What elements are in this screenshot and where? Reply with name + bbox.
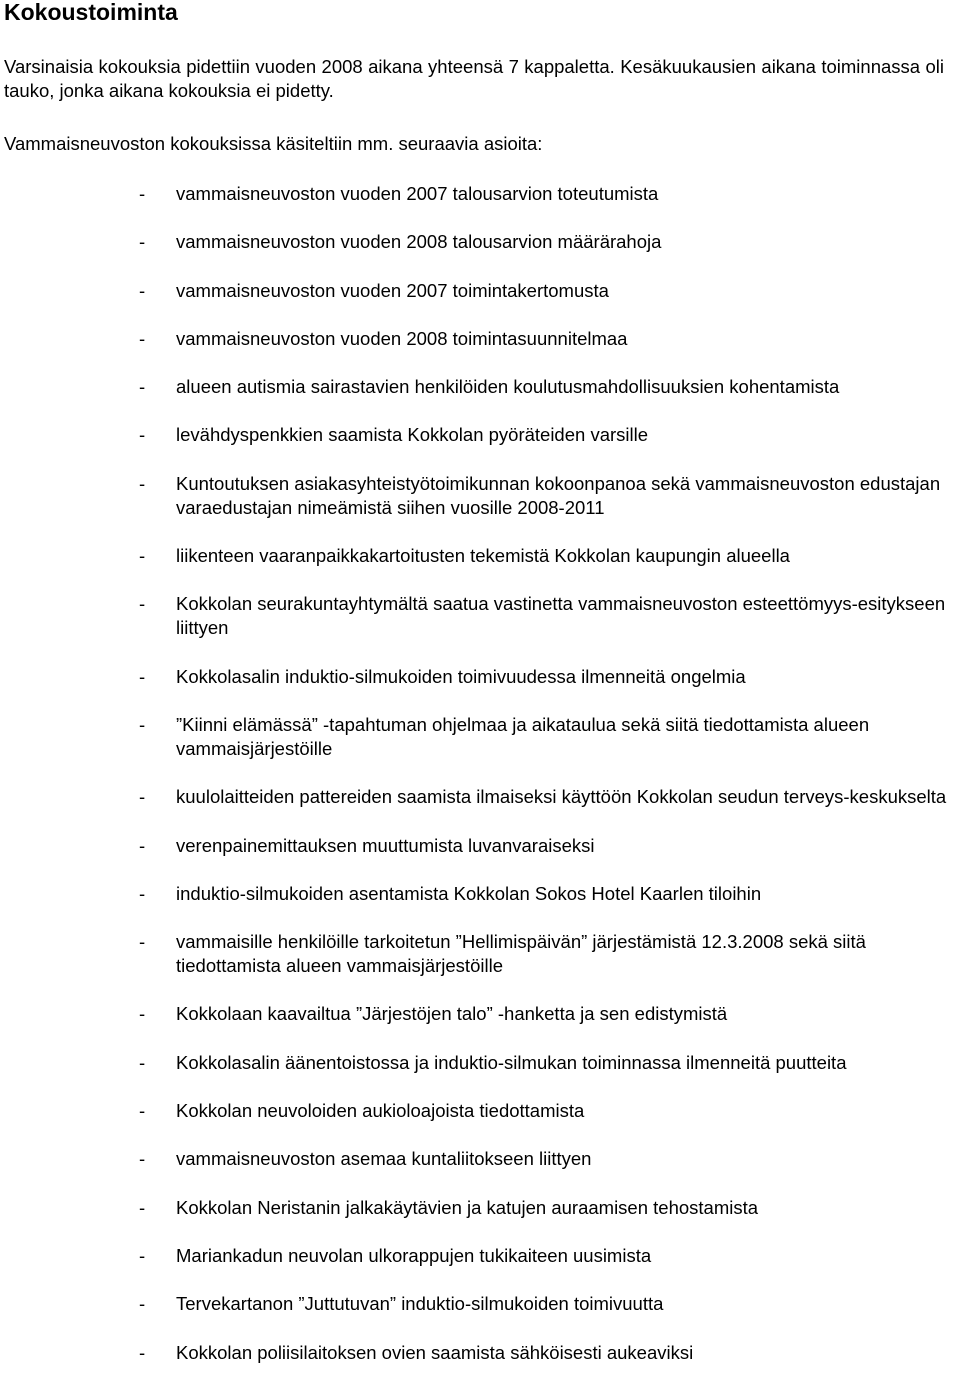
list-item (0, 279, 960, 303)
bullet-dash: - (139, 882, 146, 904)
list-item (0, 423, 960, 447)
list-item (0, 230, 960, 254)
bullet-dash: - (139, 593, 146, 615)
lead-paragraph: Vammaisneuvoston kokouksissa käsiteltiin mm. seuraavia asioita: (4, 133, 543, 154)
bullet-dash: - (139, 1244, 146, 1266)
bullet-dash: - (139, 545, 146, 567)
list-item (0, 544, 960, 568)
list-item-text: vammaisille henkilöille tarkoitetun ”Hellimispäivän” järjestämistä 12.3.2008 sekä siitä tiedottamista alueen vammaisjärjestöille (176, 931, 866, 977)
list-item (0, 785, 960, 809)
list-item (0, 713, 960, 761)
list-item-text: alueen autismia sairastavien henkilöiden koulutusmahdollisuuksien kohentamista (176, 376, 840, 398)
list-item (0, 930, 960, 978)
bullet-dash: - (139, 786, 146, 808)
list-item (0, 665, 960, 689)
list-item-text: Kokkolan seurakuntayhtymältä saatua vastinetta vammaisneuvoston esteettömyys-esitykseen liittyen (176, 593, 946, 639)
list-item-text: vammaisneuvoston vuoden 2008 talousarvion määrärahoja (176, 231, 662, 253)
bullet-dash: - (139, 376, 146, 398)
list-item-text: vammaisneuvoston vuoden 2007 talousarvion toteutumista (176, 183, 659, 204)
bullet-dash: - (139, 1148, 146, 1170)
list-item (0, 834, 960, 858)
list-item-text: kuulolaitteiden pattereiden saamista ilmaiseksi käyttöön Kokkolan seudun terveys-keskukselta (176, 786, 947, 808)
list-item (0, 1244, 960, 1268)
list-item-text: vammaisneuvoston vuoden 2007 toimintakertomusta (176, 279, 609, 301)
list-item-text: liikenteen vaaranpaikkakartoitusten tekemistä Kokkolan kaupungin alueella (176, 545, 790, 567)
list-item (0, 182, 960, 206)
list-item-text: verenpainemittauksen muuttumista luvanvaraiseksi (176, 834, 595, 856)
list-item (0, 375, 960, 399)
list-item-text: ”Kiinni elämässä” -tapahtuman ohjelmaa ja aikataulua sekä siitä tiedottamista alueen vammaisjärjestöille (176, 713, 870, 759)
list-item (0, 882, 960, 906)
intro-paragraph: Varsinaisia kokouksia pidettiin vuoden 2008 aikana yhteensä 7 kappaletta. Kesäkuukausien aikana toiminnassa oli tauko, jonka aikana kokouksia ei pidetty. (4, 56, 944, 101)
list-item-text: Kokkolan poliisilaitoksen ovien saamista sähköisesti aukeaviksi (176, 1341, 694, 1363)
bullet-dash: - (139, 713, 146, 735)
list-item (0, 1051, 960, 1075)
bullet-dash: - (139, 183, 146, 204)
bullet-dash: - (139, 327, 146, 349)
list-item-text: Kokkolasalin induktio-silmukoiden toimivuudessa ilmenneitä ongelmia (176, 665, 746, 687)
bullet-dash: - (139, 424, 146, 446)
list-item (0, 1099, 960, 1123)
list-item (0, 472, 960, 520)
bullet-dash: - (139, 931, 146, 953)
list-item-text: levähdyspenkkien saamista Kokkolan pyöräteiden varsille (176, 424, 649, 446)
bullet-dash: - (139, 665, 146, 687)
list-item (0, 1196, 960, 1220)
bullet-dash: - (139, 279, 146, 301)
list-item (0, 1147, 960, 1171)
list-item-text: Tervekartanon ”Juttutuvan” induktio-silmukoiden toimivuutta (176, 1293, 664, 1315)
bullet-dash: - (139, 1100, 146, 1122)
section-heading: Kokoustoiminta (4, 0, 178, 25)
list-item (0, 592, 960, 640)
list-item-text: vammaisneuvoston asemaa kuntaliitokseen liittyen (176, 1148, 592, 1170)
bullet-dash: - (139, 834, 146, 856)
list-item (0, 1341, 960, 1365)
list-item-text: Kokkolaan kaavailtua ”Järjestöjen talo” -hanketta ja sen edistymistä (176, 1003, 728, 1025)
bullet-dash: - (139, 472, 146, 494)
bullet-dash: - (139, 1051, 146, 1073)
bullet-dash: - (139, 1293, 146, 1315)
list-item-text: Mariankadun neuvolan ulkorappujen tukikaiteen uusimista (176, 1244, 652, 1266)
bullet-dash: - (139, 1341, 146, 1363)
list-item-text: Kuntoutuksen asiakasyhteistyötoimikunnan kokoonpanoa sekä vammaisneuvoston edustajan varaedustajan nimeämistä siihen vuosille 2008-2011 (176, 472, 941, 518)
bullet-dash: - (139, 1003, 146, 1025)
list-item (0, 327, 960, 351)
bullet-dash: - (139, 231, 146, 253)
list-item (0, 1002, 960, 1026)
list-item (0, 1292, 960, 1316)
list-item-text: vammaisneuvoston vuoden 2008 toimintasuunnitelmaa (176, 327, 628, 349)
list-item-text: Kokkolasalin äänentoistossa ja induktio-silmukan toiminnassa ilmenneitä puutteita (176, 1051, 847, 1073)
topic-list (0, 182, 960, 1389)
list-item-text: Kokkolan neuvoloiden aukioloajoista tiedottamista (176, 1100, 585, 1122)
bullet-dash: - (139, 1196, 146, 1218)
list-item-text: induktio-silmukoiden asentamista Kokkolan Sokos Hotel Kaarlen tiloihin (176, 882, 762, 904)
list-item-text: Kokkolan Neristanin jalkakäytävien ja katujen auraamisen tehostamista (176, 1196, 759, 1218)
